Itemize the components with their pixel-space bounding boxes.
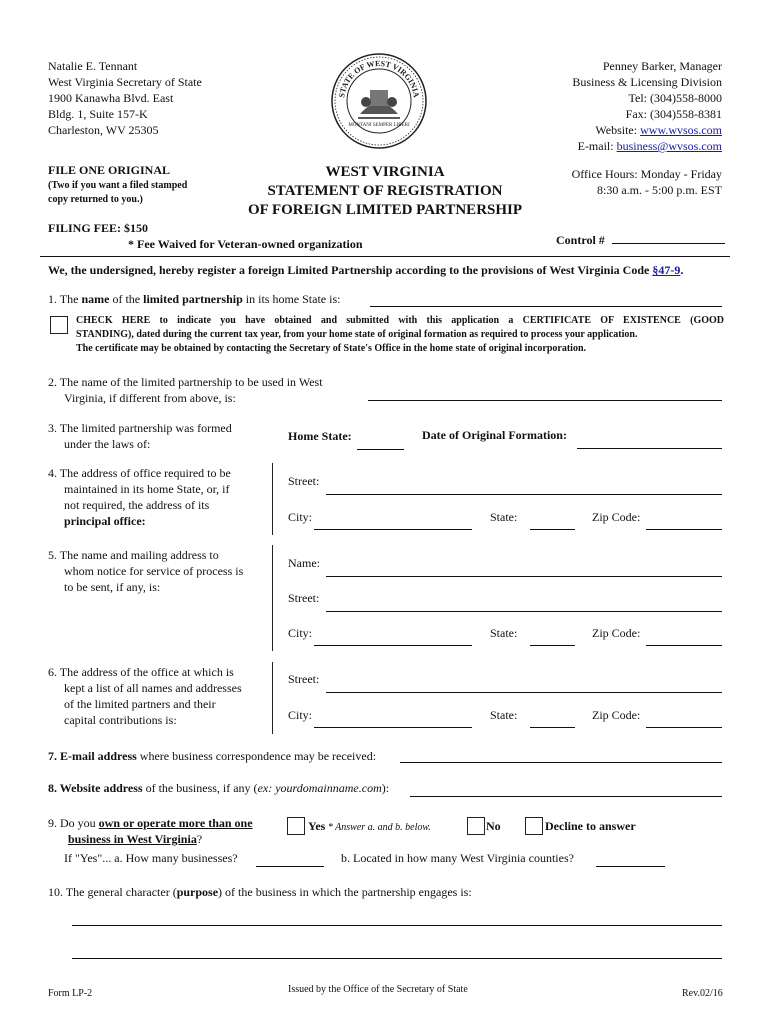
office-hours xyxy=(572,166,722,198)
q1-lp-name-field[interactable] xyxy=(370,306,722,307)
header-divider xyxy=(40,256,730,257)
state-seal xyxy=(330,52,428,150)
secretary-name: Natalie E. Tennant xyxy=(48,59,138,73)
issued-by: Issued by the Office of the Secretary of State xyxy=(288,984,468,995)
svg-text:STATE OF WEST VIRGINIA: STATE OF WEST VIRGINIA xyxy=(337,58,421,99)
q10-purpose-field-1[interactable] xyxy=(72,925,722,926)
address-line-1: 1900 Kanawha Blvd. East xyxy=(48,91,174,105)
q9a-business-count-field[interactable] xyxy=(256,866,324,867)
title-line-1: WEST VIRGINIA xyxy=(325,164,445,180)
q9b-label: b. Located in how many West Virginia counties? xyxy=(341,851,574,865)
q9-no-label: No xyxy=(486,819,501,833)
q5-name-field[interactable] xyxy=(326,576,722,577)
secretary-title: West Virginia Secretary of State xyxy=(48,75,202,89)
q2-wv-name-field[interactable] xyxy=(368,400,722,401)
office-hours-days: Office Hours: Monday - Friday xyxy=(571,167,722,181)
q4-city-field[interactable] xyxy=(314,529,472,530)
address-line-2: Bldg. 1, Suite 157-K xyxy=(48,107,148,121)
q5-label: 5. The name and mailing address to whom notice for service of process is to be sent, if any, is: xyxy=(48,548,244,594)
email-line: E-mail: business@wvsos.com xyxy=(577,139,722,153)
q6-zip-field[interactable] xyxy=(646,727,722,728)
q5-street-label: Street: xyxy=(288,591,320,605)
formation-date-field[interactable] xyxy=(577,448,722,449)
right-header xyxy=(572,58,722,154)
control-number-label: Control # xyxy=(556,233,605,247)
telephone: Tel: (304)558-8000 xyxy=(628,91,722,105)
home-state-label: Home State: xyxy=(288,429,352,443)
home-state-field[interactable] xyxy=(357,449,404,450)
q5-zip-label: Zip Code: xyxy=(592,626,641,640)
q10-label: 10. The general character (purpose) of the business in which the partnership engages is: xyxy=(48,885,472,899)
q4-city-label: City: xyxy=(288,510,313,524)
q5-zip-field[interactable] xyxy=(646,645,722,646)
q5-name-label: Name: xyxy=(288,556,320,570)
file-one-original: FILE ONE ORIGINAL xyxy=(48,163,171,177)
manager-name: Penney Barker, Manager xyxy=(602,59,722,73)
website-line: Website: www.wvsos.com xyxy=(595,123,722,137)
q6-street-label: Street: xyxy=(288,672,320,686)
certificate-checkbox[interactable] xyxy=(50,316,68,334)
filing-fee: FILING FEE: $150 xyxy=(48,221,149,235)
form-number: Form LP-2 xyxy=(48,988,93,999)
q9-decline-label: Decline to answer xyxy=(545,819,636,833)
q4-state-label: State: xyxy=(490,510,518,524)
q9-no-checkbox[interactable] xyxy=(467,817,485,835)
q1-label: 1. The name of the limited partnership in its home State is: xyxy=(48,292,341,306)
q4-zip-field[interactable] xyxy=(646,529,722,530)
q9-yes-checkbox[interactable] xyxy=(287,817,305,835)
email-link[interactable]: business@wvsos.com xyxy=(616,139,722,153)
svg-text:MONTANI SEMPER LIBERI: MONTANI SEMPER LIBERI xyxy=(348,123,410,128)
q7-email-field[interactable] xyxy=(400,762,722,763)
q6-city-field[interactable] xyxy=(314,727,472,728)
revision: Rev.02/16 xyxy=(682,988,723,999)
q9-label: 9. Do you own or operate more than one business in West Virginia? xyxy=(48,816,253,846)
q6-divider xyxy=(272,662,273,734)
q5-divider xyxy=(272,545,273,651)
q9a-label: If "Yes"... a. How many businesses? xyxy=(64,851,238,865)
q9b-county-count-field[interactable] xyxy=(596,866,665,867)
title-line-2: STATEMENT OF REGISTRATION xyxy=(267,183,503,199)
q5-street-field[interactable] xyxy=(326,611,722,612)
fee-waived-note: * Fee Waived for Veteran-owned organization xyxy=(128,237,363,251)
certificate-text xyxy=(76,314,724,356)
q3-label: 3. The limited partnership was formed under the laws of: xyxy=(48,421,232,451)
q6-city-label: City: xyxy=(288,708,313,722)
certificate-line-3: The certificate may be obtained by contacting the Secretary of State's Office in the home state of original incorporation. xyxy=(76,343,586,354)
q6-street-field[interactable] xyxy=(326,692,722,693)
title-line-3: OF FOREIGN LIMITED PARTNERSHIP xyxy=(247,202,523,218)
website-link[interactable]: www.wvsos.com xyxy=(640,123,722,137)
q7-label: 7. E-mail address where business correspondence may be received: xyxy=(48,749,377,763)
q4-zip-label: Zip Code: xyxy=(592,510,641,524)
office-hours-time: 8:30 a.m. - 5:00 p.m. EST xyxy=(597,183,722,197)
q9-yes-label: Yes * Answer a. and b. below. xyxy=(308,819,431,833)
two-copies-note-2: copy returned to you.) xyxy=(48,194,143,205)
q8-website-field[interactable] xyxy=(410,796,722,797)
control-number-field[interactable] xyxy=(612,243,725,244)
certificate-line-1: CHECK HERE to indicate you have obtained and submitted with this application a CERTIFICATE OF EXISTENCE (GOOD xyxy=(76,315,724,326)
left-header xyxy=(48,58,202,138)
division-name: Business & Licensing Division xyxy=(572,75,722,89)
q5-city-label: City: xyxy=(288,626,313,640)
q4-divider xyxy=(272,463,273,535)
q6-state-field[interactable] xyxy=(530,727,575,728)
address-line-3: Charleston, WV 25305 xyxy=(48,123,159,137)
certificate-line-2: STANDING), dated during the current tax year, from your home state of original formation as required to process your application. xyxy=(76,329,638,340)
q4-state-field[interactable] xyxy=(530,529,575,530)
formation-date-label: Date of Original Formation: xyxy=(422,428,567,442)
q10-purpose-field-2[interactable] xyxy=(72,958,722,959)
q8-label: 8. Website address of the business, if any (ex: yourdomainname.com): xyxy=(48,781,390,795)
q9-decline-checkbox[interactable] xyxy=(525,817,543,835)
q5-state-label: State: xyxy=(490,626,518,640)
form-title xyxy=(230,163,540,220)
q6-label: 6. The address of the office at which is kept a list of all names and addresses of the limited partners and their capital contributions is: xyxy=(48,665,242,727)
q4-street-label: Street: xyxy=(288,474,320,488)
wv-code-link[interactable]: §47-9 xyxy=(652,263,681,277)
q2-label: 2. The name of the limited partnership to be used in West Virginia, if different from above, is: xyxy=(48,375,323,405)
two-copies-note-1: (Two if you want a filed stamped xyxy=(48,180,188,191)
fax: Fax: (304)558-8381 xyxy=(625,107,722,121)
q4-label: 4. The address of office required to be maintained in its home State, or, if not required, the address of its principal office: xyxy=(48,466,231,528)
q5-city-field[interactable] xyxy=(314,645,472,646)
q4-street-field[interactable] xyxy=(326,494,722,495)
q6-zip-label: Zip Code: xyxy=(592,708,641,722)
q5-state-field[interactable] xyxy=(530,645,575,646)
q6-state-label: State: xyxy=(490,708,518,722)
intro-statement: We, the undersigned, hereby register a foreign Limited Partnership according to the provisions of West Virginia Code §47-9. xyxy=(48,263,684,277)
